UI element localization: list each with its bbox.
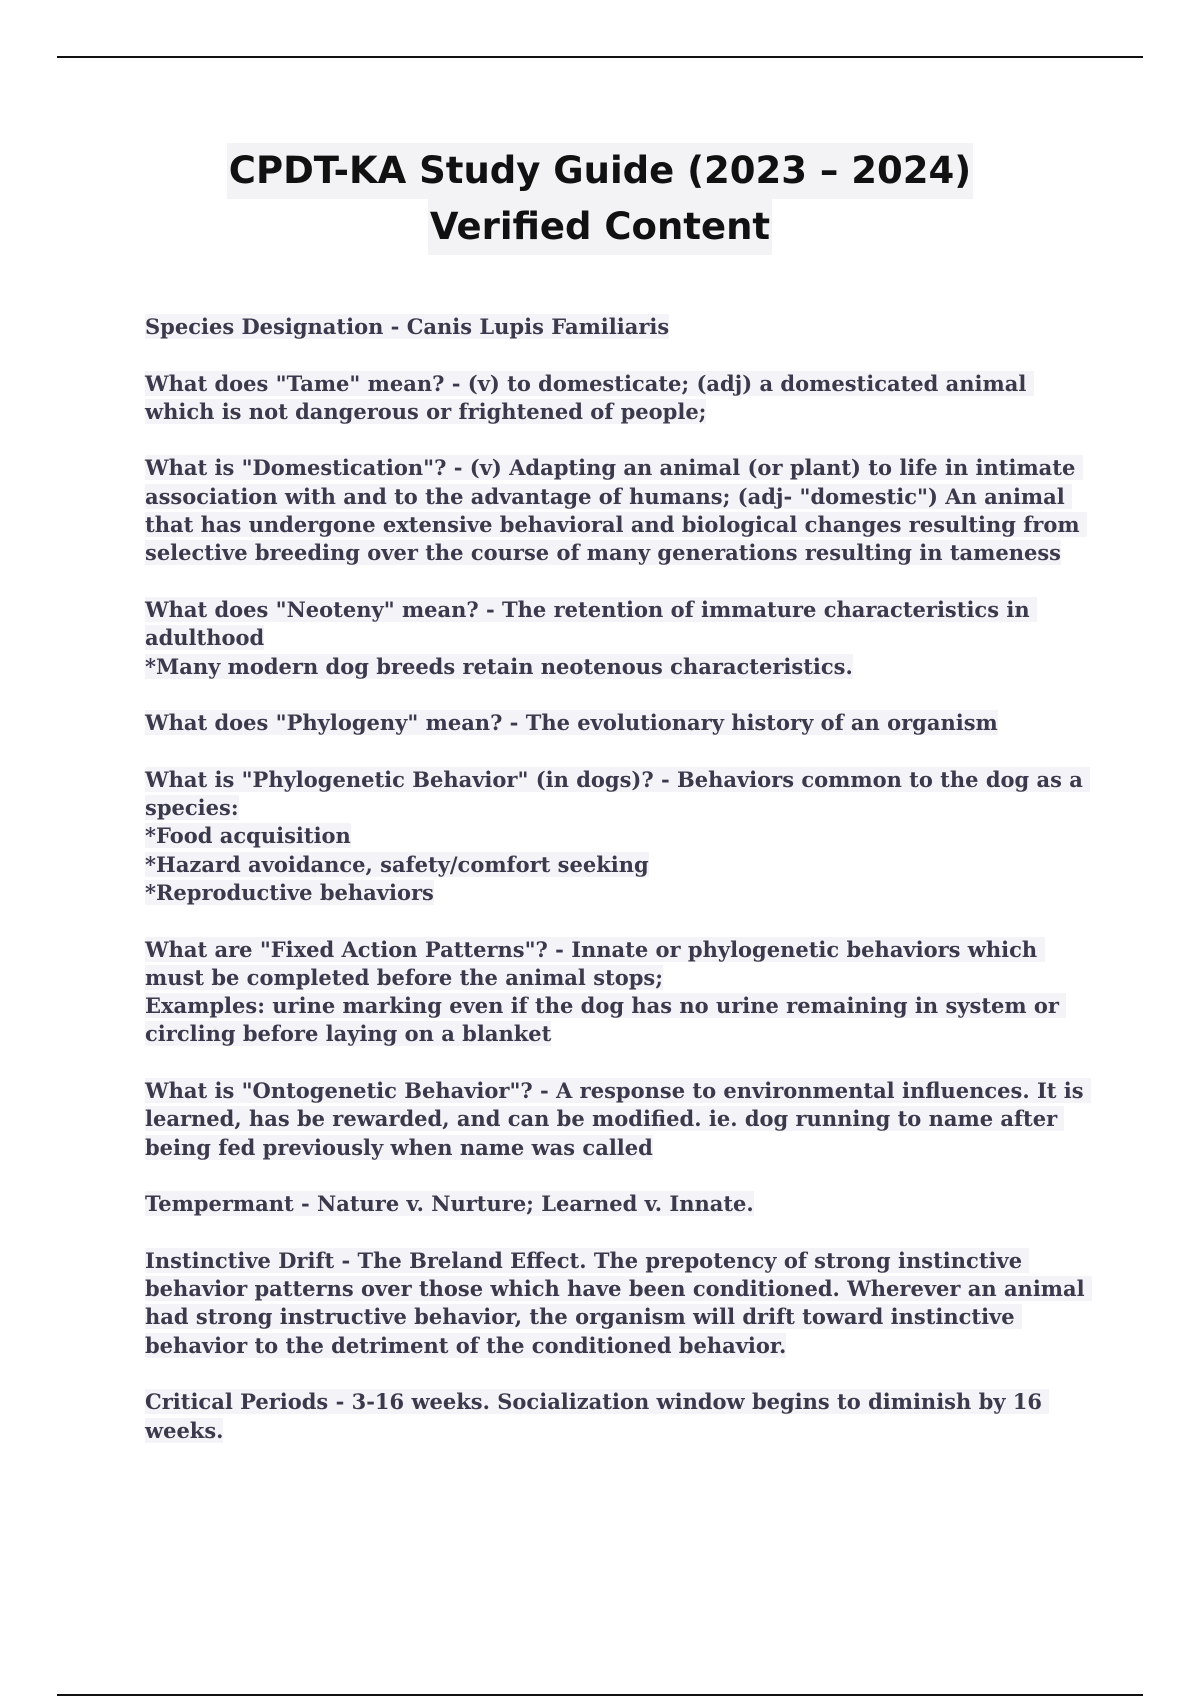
entry-text: Instinctive Drift - The Breland Effect. The prepotency of strong instinctive behavior patterns over those which have been conditioned. Wherever an animal had strong instructive behavior, the organism will drift toward instinctive behavior to the detriment of the conditioned behavior.	[145, 1247, 1092, 1358]
entry-line	[145, 596, 1095, 653]
entry-line	[145, 313, 1095, 341]
study-entry	[145, 936, 1095, 1049]
document-title	[0, 143, 1200, 255]
study-entry	[145, 1077, 1095, 1162]
study-entry	[145, 370, 1095, 427]
study-entry	[145, 1190, 1095, 1218]
title-line-1: CPDT-KA Study Guide (2023 – 2024)	[227, 143, 973, 199]
study-entry	[145, 313, 1095, 341]
entry-text: *Reproductive behaviors	[145, 879, 434, 905]
entry-line	[145, 1077, 1095, 1162]
entry-line	[145, 370, 1095, 427]
header-rule	[57, 56, 1143, 58]
entry-text: *Food acquisition	[145, 823, 351, 849]
entry-line	[145, 709, 1095, 737]
study-guide-body	[145, 313, 1095, 1473]
study-entry	[145, 1247, 1095, 1360]
entry-text: What does "Neoteny" mean? - The retention of immature characteristics in adulthood	[145, 596, 1037, 651]
entry-text: What does "Tame" mean? - (v) to domesticate; (adj) a domesticated animal which is not dangerous or frightened of people;	[145, 370, 1034, 424]
study-entry	[145, 1388, 1095, 1445]
study-entry	[145, 596, 1095, 681]
entry-text: *Many modern dog breeds retain neotenous characteristics.	[145, 653, 853, 679]
entry-line	[145, 454, 1095, 567]
entry-text: Tempermant - Nature v. Nurture; Learned v. Innate.	[145, 1191, 754, 1217]
entry-text: What is "Domestication"? - (v) Adapting an animal (or plant) to life in intimate association with and to the advantage of humans; (adj- "domestic") An animal that has undergone extensive behavioral and biological changes resulting from selective breeding over the course of many generations resulting in tameness	[145, 455, 1087, 566]
entry-line	[145, 1190, 1095, 1218]
entry-line	[145, 992, 1095, 1049]
entry-text: What are "Fixed Action Patterns"? - Innate or phylogenetic behaviors which must be completed before the animal stops;	[145, 936, 1045, 990]
study-entry	[145, 454, 1095, 567]
entry-text: Critical Periods - 3-16 weeks. Socialization window begins to diminish by 16 weeks.	[145, 1389, 1050, 1443]
entry-line	[145, 766, 1095, 823]
study-entry	[145, 766, 1095, 907]
entry-text: What is "Phylogenetic Behavior" (in dogs)? - Behaviors common to the dog as a species:	[145, 766, 1091, 821]
entry-text: *Hazard avoidance, safety/comfort seeking	[145, 851, 649, 877]
entry-line	[145, 851, 1095, 879]
entry-line	[145, 1388, 1095, 1445]
entry-line	[145, 879, 1095, 907]
entry-line	[145, 1247, 1095, 1360]
entry-text: What does "Phylogeny" mean? - The evolutionary history of an organism	[145, 710, 998, 736]
entry-text: Species Designation - Canis Lupis Familiaris	[145, 314, 670, 339]
footer-rule	[57, 1694, 1143, 1696]
entry-text: What is "Ontogenetic Behavior"? - A response to environmental influences. It is learned, has be rewarded, and can be modified. ie. dog running to name after being fed previously when name was called	[145, 1078, 1091, 1160]
study-entry	[145, 709, 1095, 737]
entry-line	[145, 936, 1095, 993]
entry-text: Examples: urine marking even if the dog has no urine remaining in system or circling before laying on a blanket	[145, 993, 1067, 1047]
entry-line	[145, 653, 1095, 681]
entry-line	[145, 822, 1095, 850]
title-line-2: Verified Content	[428, 199, 772, 255]
